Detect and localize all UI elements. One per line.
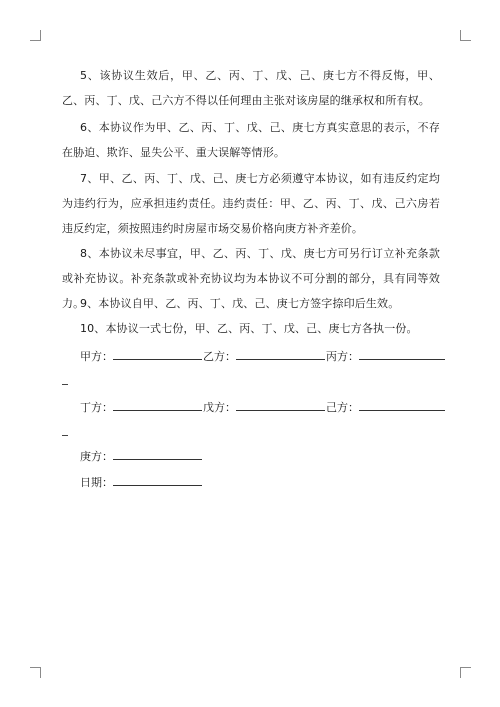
party-wu-signature-line[interactable] (236, 399, 325, 411)
party-jia-label: 甲方： (80, 350, 113, 363)
corner-mark-top-right (460, 30, 471, 41)
signature-row-2 (80, 399, 446, 415)
signature-row-1 (80, 348, 446, 364)
party-ding-label: 丁方： (80, 401, 113, 414)
corner-mark-bottom-right (460, 667, 471, 678)
clause-9: 9、本协议自甲、乙、丙、丁、戊、己、庚七方签字捺印后生效。 (80, 297, 400, 310)
signature-row-date (80, 474, 203, 490)
party-ji-signature-line[interactable] (359, 399, 445, 411)
party-ding-signature-line[interactable] (113, 399, 202, 411)
clause-6: 6、本协议作为甲、乙、丙、丁、戊、己、庚七方真实意思的表示，不存在胁迫、欺诈、显失公平、重大误解等情形。 (62, 121, 440, 159)
corner-mark-bottom-left (30, 667, 41, 678)
stray-dash (62, 384, 68, 385)
corner-mark-top-left (30, 30, 41, 41)
party-yi-label: 乙方： (203, 350, 236, 363)
clause-5: 5、该协议生效后，甲、乙、丙、丁、戊、己、庚七方不得反悔，甲、乙、丙、丁、戊、己六方不得以任何理由主张对该房屋的继承权和所有权。 (62, 69, 440, 107)
party-wu-label: 戊方： (203, 401, 236, 414)
party-bing-signature-line[interactable] (359, 348, 445, 360)
date-line[interactable] (113, 474, 202, 486)
clause-7: 7、甲、乙、丙、丁、戊、己、庚七方必须遵守本协议，如有违反约定均为违约行为，应承担违约责任。违约责任：甲、乙、丙、丁、戊、己六房若违反约定，须按照违约时房屋市场交易价格向庚方补齐差价。 (62, 172, 440, 235)
clause-8: 8、本协议未尽事宜，甲、乙、丙、丁、戊、庚七方可另行订立补充条款或补充协议。补充条款或补充协议均为本协议不可分割的部分，具有同等效力。 (62, 247, 440, 310)
stray-dash (62, 435, 68, 436)
party-ji-label: 己方： (326, 401, 359, 414)
signature-row-geng (80, 448, 203, 464)
clause-10: 10、本协议一式七份，甲、乙、丙、丁、戊、己、庚七方各执一份。 (80, 322, 418, 335)
party-yi-signature-line[interactable] (236, 348, 325, 360)
party-geng-label: 庚方： (80, 450, 113, 463)
date-label: 日期： (80, 476, 113, 489)
party-geng-signature-line[interactable] (113, 448, 202, 460)
party-bing-label: 丙方： (326, 350, 359, 363)
party-jia-signature-line[interactable] (113, 348, 202, 360)
